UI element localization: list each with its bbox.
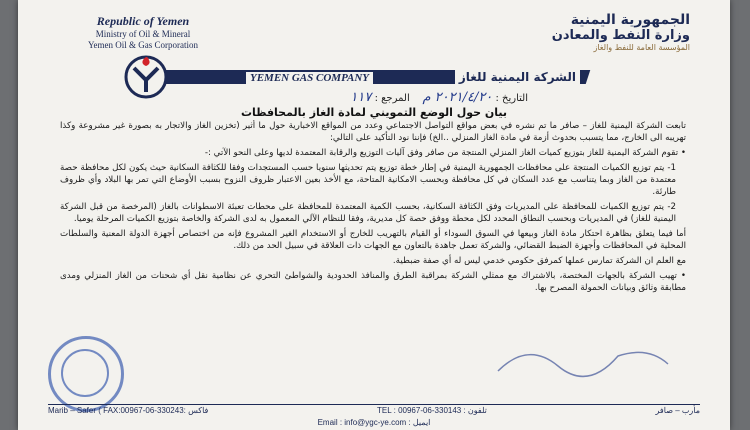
reference-value: ١١٧ (350, 90, 372, 105)
ygc-logo-icon (114, 54, 178, 100)
company-name-ar: الشركة اليمنية للغاز (455, 70, 580, 84)
header-republic: Republic of Yemen (96, 14, 190, 28)
paragraph-item-1: 1- يتم توزيع الكميات المنتجة على محافظات الجمهورية اليمنية في إطار خطة توزيع يتم تحديثها سنويا حسب المستجدات وفقا للكثافة السكانية حيث يكون لكل محافظة حصة معتمدة من الغاز وبما يتناسب مع عدد السكان في كل محافظة وبحسب الامكانية المتاحة، مع الأخذ بعين الاعتبار ظروف النزوح بسبب الأوضاع التي تمر بها البلاد وأي ظروف طارئة. (60, 163, 676, 197)
date-reference-row (278, 90, 528, 105)
footer-email: Email : info@ygc-ye.com : ايميل (317, 418, 431, 427)
footer-contact (48, 406, 700, 415)
statement-title: بيان حول الوضع التمويني لمادة الغاز بالمحافظات (240, 106, 508, 119)
paragraph-bullet-distribution: • تقوم الشركة اليمنية للغاز بتوزيع كميات الغاز المنزلي المنتجة من صافر وفق آليات التوزيع والرقابة المعتمدة لديها وعلى النحو الآتي :- (204, 148, 686, 158)
header-english (48, 14, 238, 51)
footer-address-ar: مأرب – صافر (655, 406, 700, 415)
paragraph-note: مع العلم ان الشركة تمارس عملها كمرفق حكومي خدمي ليس له أي صفة ضبطية. (392, 256, 686, 266)
paragraph-intro: تابعت الشركة اليمنية للغاز – صافر ما تم نشره في بعض مواقع التواصل الاجتماعي وعدد من المواقع الاخبارية حول ما أثير (تخزين الغاز والاتجار به بصورة غير مشروعة وكذا تهريبه الى الخارج، مما يتسبب بحدوث أزمة في مادة الغاز المنزلي ..الخ) فإننا نود التأكيد على التالي: (60, 121, 686, 143)
paragraph-item-2: 2- يتم توزيع الكميات للمحافظة على المديريات وفق الكثافة السكانية، بحسب الكمية المعتمدة للمحافظة على محطات تعبئة الاسطوانات بالغاز (المرخصة من قبل الشركة اليمنية للغاز) في المديريات وبحسب النطاق المحدد لكل محطة ووفق حصة كل مديرية، وفقا للنظام الآلي المعمول به لدى الشركة والخاصة بتوزيع الكميات المرحلة يوميا. (60, 202, 676, 224)
date-label: التاريخ : (495, 93, 528, 104)
footer-address-fax: Marib – Safer ( FAX:00967-06-330243: فاكس (48, 406, 209, 415)
footer-divider (48, 404, 700, 405)
header-arabic (460, 12, 690, 52)
reference-label: المرجع : (374, 93, 410, 104)
paragraph-appeal: • تهيب الشركة بالجهات المختصة، بالاشتراك مع ممثلي الشركة بمراقبة الطرق والمنافذ الحدودية والشواطئ التحري عن نظامية نقل أي شحنات من الغاز المنزلي ومدى مطابقة وثائق وبيانات الحمولة المصرح بها. (60, 271, 686, 293)
header-ministry: Ministry of Oil & Mineral (95, 29, 191, 39)
header-ar-line3: المؤسسة العامة للنفط والغاز (593, 43, 690, 52)
header-ar-line2: وزارة النفط والمعادن (551, 28, 690, 43)
footer-tel: TEL : 00967-06-330143 : تلفون (377, 406, 487, 415)
paragraph-smuggling: أما فيما يتعلق بظاهرة احتكار مادة الغاز وبيعها في السوق السوداء أو القيام بالتهريب للخارج أو الاستخدام الغير المشروع فإنه من اختصاص أجهزة الدولة المعنية والسلطات المحلية في المحافظات وأجهزة الضبط القضائي، والشركة تعمل جاهدة بالتعاون مع الجهات ذات العلاقة في سبيل الحد من ذلك. (60, 229, 686, 251)
date-value: ٢٠٢١/٤/٢٠ م (422, 90, 493, 105)
company-name-en: YEMEN GAS COMPANY (246, 72, 373, 84)
header-corporation: Yemen Oil & Gas Corporation (87, 40, 199, 50)
official-stamp (48, 336, 124, 412)
header-ar-line1: الجمهورية اليمنية (570, 12, 690, 28)
signature-scribble (488, 336, 678, 386)
letter-sheet (18, 0, 730, 430)
